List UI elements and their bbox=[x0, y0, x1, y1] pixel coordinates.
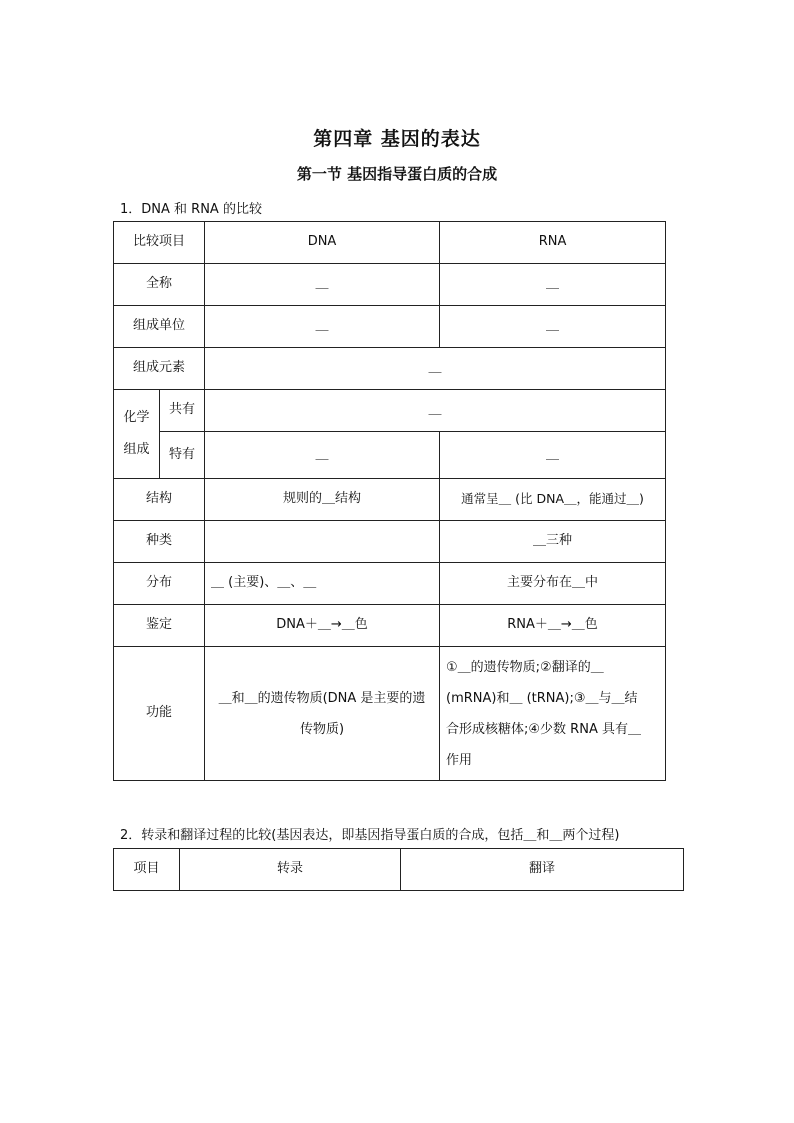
dna-rna-comparison-table bbox=[113, 221, 666, 781]
identification-rna-text: RNA＋＿→＿色 bbox=[440, 605, 666, 647]
unique-label: 特有 bbox=[160, 432, 205, 479]
unique-dna-blank: ＿ bbox=[205, 432, 440, 479]
section-2-heading: 2．转录和翻译过程的比较(基因表达，即基因指导蛋白质的合成，包括＿和＿两个过程) bbox=[120, 828, 620, 843]
chem-label-line-2: 组成 bbox=[123, 442, 150, 457]
function-dna-line-1: ＿和＿的遗传物质(DNA 是主要的遗 bbox=[218, 690, 426, 706]
full-name-label: 全称 bbox=[114, 264, 205, 306]
unit-dna-blank: ＿ bbox=[205, 306, 440, 348]
function-dna-line-2: 传物质) bbox=[299, 721, 345, 737]
function-dna-text bbox=[205, 647, 440, 781]
common-label: 共有 bbox=[160, 390, 205, 432]
full-name-dna-blank: ＿ bbox=[205, 264, 440, 306]
header-item-cell: 比较项目 bbox=[114, 222, 205, 264]
types-label: 种类 bbox=[114, 521, 205, 563]
distribution-dna-text: ＿ (主要)、＿、＿ bbox=[205, 563, 440, 605]
function-rna-line-2: (mRNA)和＿ (tRNA);③＿与＿结 bbox=[446, 690, 638, 706]
identification-dna-text: DNA＋＿→＿色 bbox=[205, 605, 440, 647]
identification-label: 鉴定 bbox=[114, 605, 205, 647]
transcription-translation-table bbox=[113, 848, 684, 891]
unit-rna-blank: ＿ bbox=[440, 306, 666, 348]
t2-header-translation: 翻译 bbox=[401, 849, 684, 891]
structure-label: 结构 bbox=[114, 479, 205, 521]
section-1-heading: 1．DNA 和 RNA 的比较 bbox=[120, 202, 262, 217]
full-name-rna-blank: ＿ bbox=[440, 264, 666, 306]
distribution-label: 分布 bbox=[114, 563, 205, 605]
section-subtitle: 第一节 基因指导蛋白质的合成 bbox=[296, 165, 498, 183]
structure-dna-text: 规则的＿结构 bbox=[205, 479, 440, 521]
function-rna-text bbox=[440, 647, 666, 781]
function-label: 功能 bbox=[114, 647, 205, 781]
header-dna-cell: DNA bbox=[205, 222, 440, 264]
common-blank: ＿ bbox=[205, 390, 666, 432]
function-rna-line-4: 作用 bbox=[446, 752, 473, 768]
t2-header-item: 项目 bbox=[114, 849, 180, 891]
elements-label: 组成元素 bbox=[114, 348, 205, 390]
distribution-rna-text: 主要分布在＿中 bbox=[440, 563, 666, 605]
t2-header-transcription: 转录 bbox=[180, 849, 401, 891]
header-rna-cell: RNA bbox=[440, 222, 666, 264]
function-rna-line-1: ①＿的遗传物质;②翻译的＿ bbox=[446, 659, 604, 675]
elements-blank: ＿ bbox=[205, 348, 666, 390]
chem-label-line-1: 化学 bbox=[123, 410, 150, 425]
unit-label: 组成单位 bbox=[114, 306, 205, 348]
page-title: 第四章 基因的表达 bbox=[313, 128, 481, 150]
chem-composition-label bbox=[114, 390, 160, 479]
types-rna-text: ＿三种 bbox=[440, 521, 666, 563]
function-rna-line-3: 合形成核糖体;④少数 RNA 具有＿ bbox=[446, 721, 641, 737]
structure-rna-text: 通常呈＿ (比 DNA＿，能通过＿) bbox=[440, 479, 666, 521]
unique-rna-blank: ＿ bbox=[440, 432, 666, 479]
types-dna-text bbox=[205, 521, 440, 563]
